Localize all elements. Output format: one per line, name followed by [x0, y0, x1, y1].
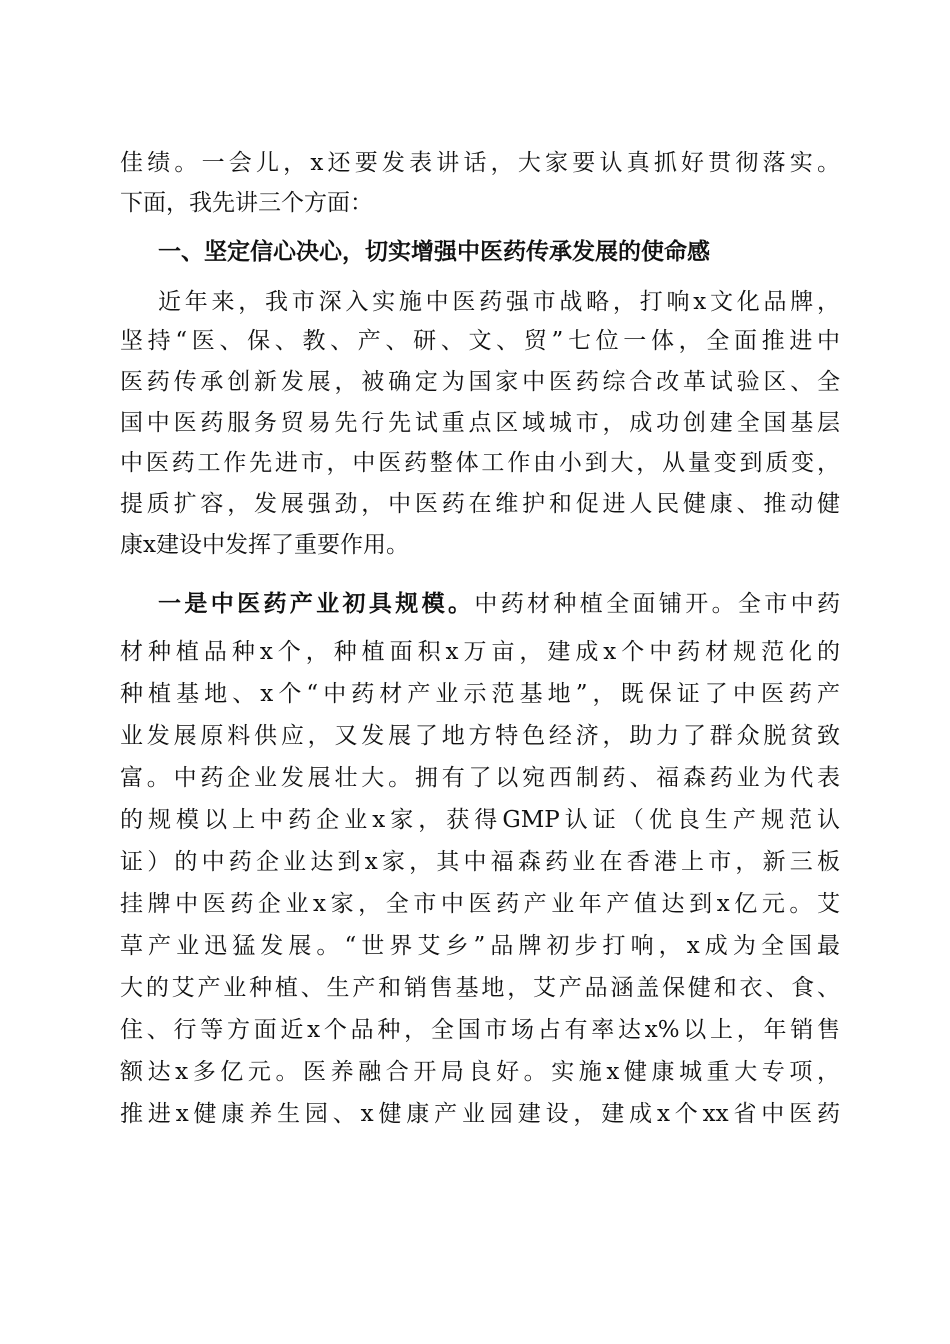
- text-line: 佳绩。一会儿，x还要发表讲话，大家要认真抓好贯彻落实。: [120, 150, 840, 176]
- text-line: 国中医药服务贸易先行先试重点区域城市，成功创建全国基层: [120, 410, 840, 436]
- text-line: 推进x健康养生园、x健康产业园建设，建成x个xx省中医药: [120, 1101, 840, 1127]
- text-line: 富。中药企业发展壮大。拥有了以宛西制药、福森药业为代表: [120, 765, 840, 791]
- text-line: 中医药工作先进市，中医药整体工作由小到大，从量变到质变，: [120, 450, 840, 476]
- text-line: 大的艾产业种植、生产和销售基地，艾产品涵盖保健和衣、食、: [120, 975, 840, 1001]
- text-line: 种植基地、x个“中药材产业示范基地”，既保证了中医药产: [120, 681, 840, 707]
- text-line: 挂牌中医药企业x家，全市中医药产业年产值达到x亿元。艾: [120, 891, 840, 917]
- lead-rest: 中药材种植全面铺开。全市中药: [474, 591, 841, 617]
- text-line: 康x建设中发挥了重要作用。: [120, 532, 409, 558]
- text-line: 材种植品种x个，种植面积x万亩，建成x个中药材规范化的: [120, 639, 840, 665]
- text-line: 提质扩容，发展强劲，中医药在维护和促进人民健康、推动健: [120, 491, 840, 517]
- text-line: 证）的中药企业达到x家，其中福森药业在香港上市，新三板: [120, 849, 840, 875]
- text-line: 草产业迅猛发展。“世界艾乡”品牌初步打响，x成为全国最: [120, 933, 840, 959]
- text-line: 的规模以上中药企业x家，获得GMP认证（优良生产规范认: [120, 807, 840, 833]
- text-line: 额达x多亿元。医养融合开局良好。实施x健康城重大专项，: [120, 1059, 840, 1085]
- text-line: 坚持“医、保、教、产、研、文、贸”七位一体，全面推进中: [120, 328, 840, 354]
- text-line: 业发展原料供应，又发展了地方特色经济，助力了群众脱贫致: [120, 723, 840, 749]
- paragraph-lead-line: [158, 584, 840, 624]
- bold-lead: 一是中医药产业初具规模。: [158, 591, 475, 617]
- text-line: 医药传承创新发展，被确定为国家中医药综合改革试验区、全: [120, 369, 840, 395]
- text-line: 下面，我先讲三个方面：: [120, 190, 373, 216]
- text-line: 近年来，我市深入实施中医药强市战略，打响x文化品牌，: [158, 289, 840, 315]
- text-line: 住、行等方面近x个品种，全国市场占有率达x%以上，年销售: [120, 1017, 840, 1043]
- section-heading: 一、坚定信心决心，切实增强中医药传承发展的使命感: [158, 239, 710, 265]
